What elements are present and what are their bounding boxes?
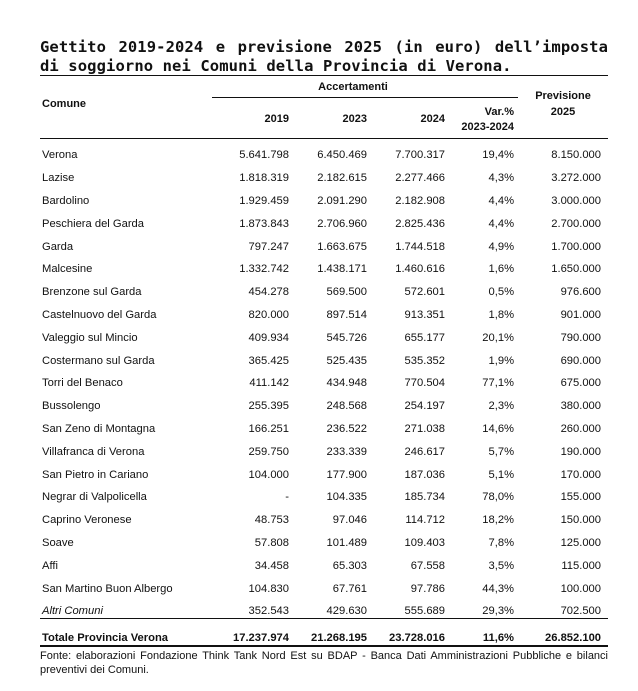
row-2024: 67.558 xyxy=(410,559,445,572)
row-2019: 57.808 xyxy=(254,536,289,549)
row-2019: 1.818.319 xyxy=(239,172,289,185)
row-2024: 1.744.518 xyxy=(395,240,445,253)
row-2024: 7.700.317 xyxy=(395,149,445,162)
table-row xyxy=(40,212,608,235)
table-row xyxy=(40,600,608,623)
row-2024: 271.038 xyxy=(404,422,445,435)
header-var-line1: Var.% xyxy=(484,105,515,118)
header-2019: 2019 xyxy=(264,113,289,125)
row-2024: 2.825.436 xyxy=(395,217,445,230)
row-2023: 429.630 xyxy=(326,605,367,618)
row-var: 78,0% xyxy=(482,491,515,504)
row-2023: 177.900 xyxy=(326,468,367,481)
row-2019: 1.332.742 xyxy=(239,263,289,276)
row-2019: 411.142 xyxy=(249,377,289,390)
row-prev: 702.500 xyxy=(560,605,602,618)
row-2019: 352.543 xyxy=(248,605,289,618)
total-comune: Totale Provincia Verona xyxy=(42,631,169,644)
row-var: 20,1% xyxy=(482,331,515,344)
row-comune: Affi xyxy=(42,559,58,572)
table-row xyxy=(40,532,608,555)
row-prev: 170.000 xyxy=(560,468,602,481)
row-2023: 101.489 xyxy=(326,536,367,549)
row-2024: 770.504 xyxy=(404,377,445,390)
row-comune: Altri Comuni xyxy=(42,605,103,618)
row-comune: Lazise xyxy=(42,172,75,185)
row-2024: 246.617 xyxy=(404,445,445,458)
table-row xyxy=(40,144,608,167)
row-comune: Brenzone sul Garda xyxy=(42,286,142,299)
row-2023: 2.706.960 xyxy=(317,217,367,230)
row-comune: San Pietro in Cariano xyxy=(42,468,149,481)
row-2019: 104.000 xyxy=(248,468,289,481)
row-var: 29,3% xyxy=(482,605,515,618)
table-row xyxy=(40,577,608,600)
row-2023: 65.303 xyxy=(332,559,367,572)
table-row xyxy=(40,349,608,372)
row-2024: 572.601 xyxy=(404,286,445,299)
row-2023: 67.761 xyxy=(332,582,367,595)
row-prev: 150.000 xyxy=(560,514,602,527)
row-prev: 2.700.000 xyxy=(551,217,602,230)
row-comune: San Martino Buon Albergo xyxy=(42,582,173,595)
row-var: 2,3% xyxy=(488,400,515,413)
row-comune: Castelnuovo del Garda xyxy=(42,308,157,321)
table-row xyxy=(40,235,608,258)
row-2019: 255.395 xyxy=(248,400,289,413)
row-2023: 2.182.615 xyxy=(317,172,367,185)
row-2024: 114.712 xyxy=(405,514,445,527)
header-2023: 2023 xyxy=(342,113,367,125)
row-2024: 913.351 xyxy=(404,308,445,321)
row-2023: 525.435 xyxy=(326,354,367,367)
header-accertamenti: Accertamenti xyxy=(318,81,388,93)
header-previsione-line2: 2025 xyxy=(550,106,576,118)
row-var: 19,4% xyxy=(482,149,515,162)
row-2024: 185.734 xyxy=(404,491,445,504)
row-prev: 675.000 xyxy=(560,377,602,390)
row-comune: Peschiera del Garda xyxy=(42,217,144,230)
row-2023: 2.091.290 xyxy=(317,194,367,207)
revenue-table xyxy=(40,76,608,653)
total-2019: 17.237.974 xyxy=(233,631,289,644)
row-2024: 97.786 xyxy=(410,582,445,595)
row-2023: 6.450.469 xyxy=(317,149,367,162)
table-row xyxy=(40,554,608,577)
row-prev: 155.000 xyxy=(560,491,602,504)
header-comune: Comune xyxy=(42,98,86,110)
table-title: Gettito 2019-2024 e previsione 2025 (in euro) dell’imposta di soggiorno nei Comuni della Provincia di Verona. xyxy=(40,38,608,75)
header-previsione-line1: Previsione xyxy=(535,90,591,102)
row-2019: 1.873.843 xyxy=(239,217,289,230)
row-2019: - xyxy=(285,491,289,504)
row-2023: 1.663.675 xyxy=(317,240,367,253)
row-2019: 166.251 xyxy=(248,422,289,435)
table-row xyxy=(40,281,608,304)
row-prev: 190.000 xyxy=(560,445,602,458)
row-2019: 365.425 xyxy=(248,354,289,367)
row-var: 44,3% xyxy=(482,582,515,595)
row-prev: 380.000 xyxy=(560,400,602,413)
table-row xyxy=(40,463,608,486)
row-prev: 3.000.000 xyxy=(551,194,602,207)
row-comune: Valeggio sul Mincio xyxy=(42,331,138,344)
total-prev: 26.852.100 xyxy=(545,631,602,644)
row-2024: 555.689 xyxy=(404,605,445,618)
table-row xyxy=(40,486,608,509)
row-prev: 3.272.000 xyxy=(551,172,602,185)
row-comune: Costermano sul Garda xyxy=(42,354,155,367)
row-var: 5,7% xyxy=(488,445,515,458)
table-row xyxy=(40,418,608,441)
table-body xyxy=(40,138,608,623)
row-comune: Bardolino xyxy=(42,194,90,207)
row-2024: 254.197 xyxy=(404,400,445,413)
row-comune: Garda xyxy=(42,240,74,253)
row-var: 14,6% xyxy=(482,422,515,435)
row-var: 1,6% xyxy=(488,263,515,276)
row-2019: 820.000 xyxy=(248,308,289,321)
table-row xyxy=(40,258,608,281)
row-2024: 109.403 xyxy=(404,536,445,549)
row-2019: 797.247 xyxy=(248,240,289,253)
total-var: 11,6% xyxy=(482,631,515,644)
row-prev: 115.000 xyxy=(561,559,602,572)
row-2024: 2.277.466 xyxy=(395,172,445,185)
table-row xyxy=(40,509,608,532)
table-row xyxy=(40,440,608,463)
row-2024: 1.460.616 xyxy=(395,263,445,276)
header-var xyxy=(452,98,518,138)
row-2023: 897.514 xyxy=(326,308,367,321)
row-var: 0,5% xyxy=(488,286,515,299)
row-var: 4,4% xyxy=(488,194,515,207)
row-prev: 790.000 xyxy=(560,331,602,344)
row-2023: 104.335 xyxy=(326,491,367,504)
row-2023: 545.726 xyxy=(326,331,367,344)
row-var: 1,9% xyxy=(488,354,515,367)
row-var: 4,4% xyxy=(488,217,515,230)
row-prev: 1.650.000 xyxy=(551,263,602,276)
row-var: 4,3% xyxy=(488,172,515,185)
row-comune: Villafranca di Verona xyxy=(42,445,145,458)
table-row xyxy=(40,190,608,213)
row-2024: 2.182.908 xyxy=(395,194,445,207)
table-total xyxy=(40,623,608,653)
row-2023: 97.046 xyxy=(332,514,367,527)
row-comune: San Zeno di Montagna xyxy=(42,422,156,435)
row-2024: 535.352 xyxy=(404,354,445,367)
row-2023: 236.522 xyxy=(326,422,367,435)
table-row xyxy=(40,304,608,327)
total-2023: 21.268.195 xyxy=(311,631,367,644)
row-2019: 104.830 xyxy=(248,582,289,595)
row-2024: 187.036 xyxy=(404,468,445,481)
row-2019: 409.934 xyxy=(248,331,289,344)
row-var: 18,2% xyxy=(482,514,515,527)
row-2024: 655.177 xyxy=(404,331,445,344)
row-prev: 1.700.000 xyxy=(551,240,602,253)
row-prev: 260.000 xyxy=(560,422,602,435)
total-2024: 23.728.016 xyxy=(389,631,445,644)
table-row xyxy=(40,167,608,190)
row-2019: 454.278 xyxy=(248,286,289,299)
row-prev: 690.000 xyxy=(560,354,602,367)
row-var: 3,5% xyxy=(488,559,515,572)
row-2019: 259.750 xyxy=(248,445,289,458)
row-comune: Caprino Veronese xyxy=(42,514,132,527)
row-2023: 248.568 xyxy=(326,400,367,413)
row-prev: 125.000 xyxy=(560,536,602,549)
row-2023: 569.500 xyxy=(326,286,367,299)
header-var-line2: 2023-2024 xyxy=(461,120,515,133)
total-row xyxy=(40,623,608,653)
source-note: Fonte: elaborazioni Fondazione Think Tank Nord Est su BDAP - Banca Dati Amministrazioni Pubbliche e bilanci preventivi dei Comuni. xyxy=(40,650,608,676)
row-2023: 1.438.171 xyxy=(317,263,367,276)
row-prev: 901.000 xyxy=(560,308,602,321)
row-2023: 434.948 xyxy=(326,377,367,390)
row-2023: 233.339 xyxy=(326,445,367,458)
header-previsione xyxy=(518,76,608,138)
header-2024: 2024 xyxy=(420,113,445,125)
row-var: 4,9% xyxy=(488,240,515,253)
row-prev: 100.000 xyxy=(560,582,602,595)
row-prev: 8.150.000 xyxy=(551,149,602,162)
table-row xyxy=(40,395,608,418)
row-2019: 5.641.798 xyxy=(239,149,289,162)
row-var: 7,8% xyxy=(488,536,515,549)
row-comune: Malcesine xyxy=(42,263,93,276)
row-2019: 48.753 xyxy=(254,514,289,527)
row-comune: Verona xyxy=(42,149,78,162)
row-2019: 34.458 xyxy=(254,559,289,572)
row-comune: Negrar di Valpolicella xyxy=(42,491,147,504)
row-prev: 976.600 xyxy=(560,286,602,299)
row-var: 1,8% xyxy=(488,308,515,321)
row-comune: Bussolengo xyxy=(42,400,101,413)
row-var: 5,1% xyxy=(488,468,515,481)
row-var: 77,1% xyxy=(482,377,515,390)
row-comune: Soave xyxy=(42,536,74,549)
row-comune: Torri del Benaco xyxy=(42,377,123,390)
table-row xyxy=(40,326,608,349)
table-row xyxy=(40,372,608,395)
row-2019: 1.929.459 xyxy=(239,194,289,207)
